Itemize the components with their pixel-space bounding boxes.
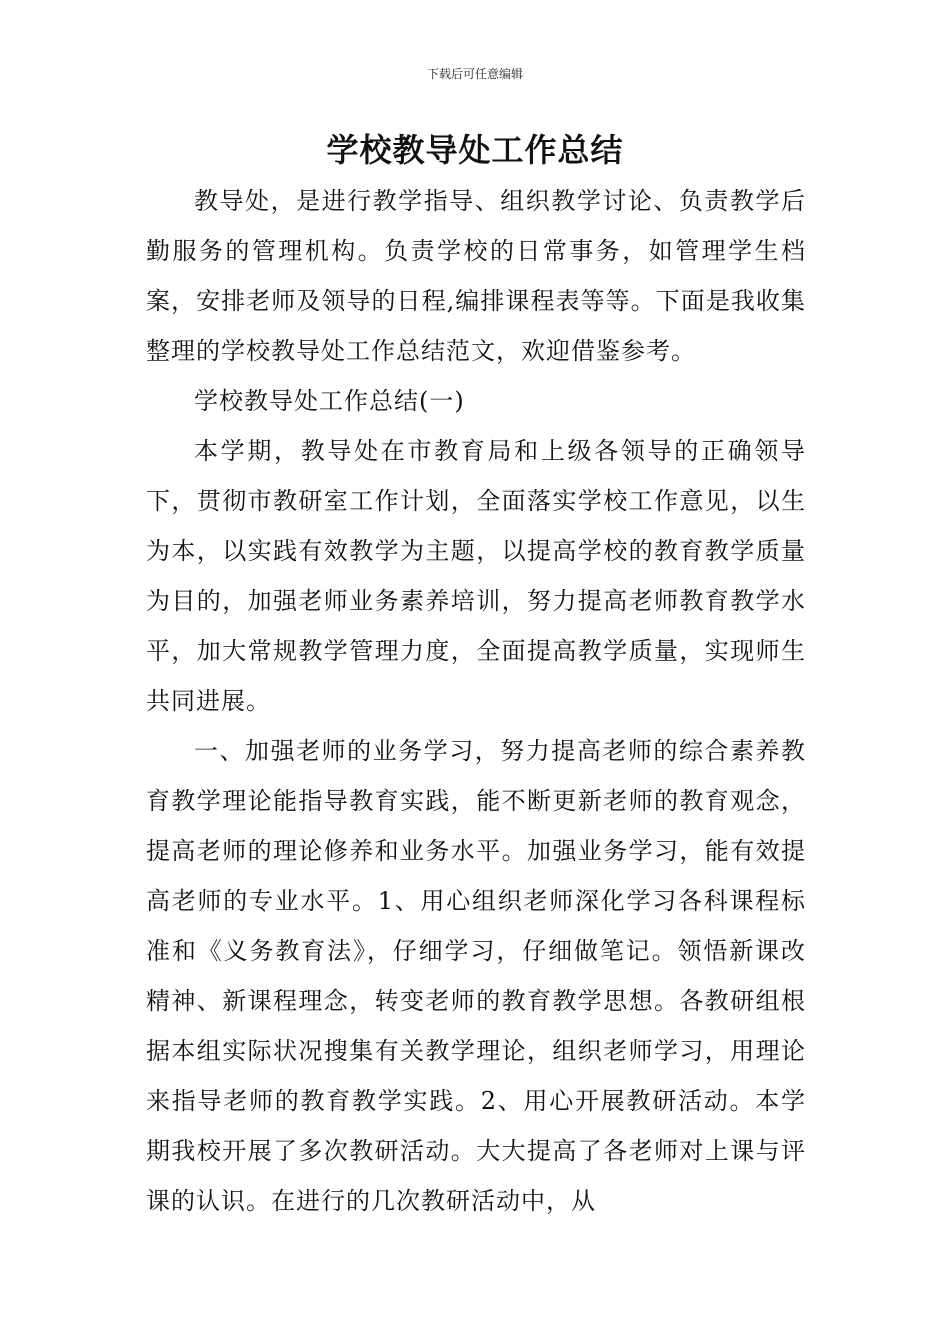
section-heading: 学校教导处工作总结(一) bbox=[194, 387, 465, 415]
document-title: 学校教导处工作总结 bbox=[326, 131, 624, 169]
document-body bbox=[146, 176, 806, 1226]
paragraph-intro: 教导处，是进行教学指导、组织教学讨论、负责教学后勤服务的管理机构。负责学校的日常事务，如管理学生档案，安排老师及领导的日程,编排课程表等等。下面是我收集整理的学校教导处工作总结范文，欢迎借鉴参考。 bbox=[146, 187, 806, 365]
header-note: 下载后可任意编辑 bbox=[426, 67, 523, 81]
paragraph-summary: 本学期，教导处在市教育局和上级各领导的正确领导下，贯彻市教研室工作计划，全面落实学校工作意见，以生为本，以实践有效教学为主题，以提高学校的教育教学质量为目的，加强老师业务素养培训，努力提高老师教育教学水平，加大常规教学管理力度，全面提高教学质量，实现师生共同进展。 bbox=[146, 437, 806, 715]
paragraph-section-one: 一、加强老师的业务学习，努力提高老师的综合素养教育教学理论能指导教育实践，能不断更新老师的教育观念，提高老师的理论修养和业务水平。加强业务学习，能有效提高老师的专业水平。1、用心组织老师深化学习各科课程标准和《义务教育法》，仔细学习，仔细做笔记。领悟新课改精神、新课程理念，转变老师的教育教学思想。各教研组根据本组实际状况搜集有关教学理论，组织老师学习，用理论来指导老师的教育教学实践。2、用心开展教研活动。本学期我校开展了多次教研活动。大大提高了各老师对上课与评课的认识。在进行的几次教研活动中，从 bbox=[146, 737, 806, 1215]
